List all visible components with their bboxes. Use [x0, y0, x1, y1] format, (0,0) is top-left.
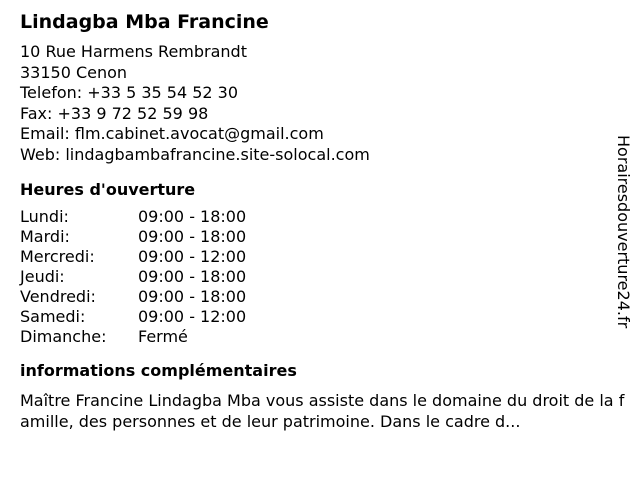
hours-time: Fermé — [138, 327, 188, 346]
hours-title: Heures d'ouverture — [20, 180, 196, 199]
hours-table — [20, 207, 632, 347]
hours-row — [20, 327, 632, 347]
info-title: informations complémentaires — [20, 361, 297, 380]
web-line: Web: lindagbambafrancine.site-solocal.com — [20, 144, 370, 164]
hours-day: Mardi: — [20, 227, 70, 246]
hours-time: 09:00 - 18:00 — [138, 227, 247, 246]
hours-row — [20, 287, 632, 307]
address-street: 10 Rue Harmens Rembrandt — [20, 42, 247, 61]
hours-day: Dimanche: — [20, 327, 107, 346]
hours-row — [20, 207, 632, 227]
info-text: Maître Francine Lindagba Mba vous assiste dans le domaine du droit de la famille, des personnes et de leur patrimoine. Dans le cadre d... — [20, 391, 625, 431]
hours-day: Jeudi: — [20, 267, 65, 286]
hours-day: Samedi: — [20, 307, 86, 326]
hours-time: 09:00 - 18:00 — [138, 207, 247, 226]
hours-row — [20, 307, 632, 327]
site-watermark: Horairesdouverture24.fr — [614, 135, 633, 329]
hours-day: Lundi: — [20, 207, 69, 226]
phone-line: Telefon: +33 5 35 54 52 30 — [20, 83, 239, 102]
address-city: 33150 Cenon — [20, 62, 128, 82]
business-name: Lindagba Mba Francine — [20, 11, 269, 33]
hours-time: 09:00 - 12:00 — [138, 247, 247, 266]
contact-block — [20, 42, 632, 165]
email-line: Email: flm.cabinet.avocat@gmail.com — [20, 124, 324, 143]
hours-time: 09:00 - 12:00 — [138, 307, 247, 326]
hours-row — [20, 247, 632, 267]
business-card — [20, 8, 632, 432]
hours-day: Vendredi: — [20, 287, 96, 306]
hours-time: 09:00 - 18:00 — [138, 267, 247, 286]
hours-day: Mercredi: — [20, 247, 95, 266]
hours-row — [20, 227, 632, 247]
hours-time: 09:00 - 18:00 — [138, 287, 247, 306]
hours-row — [20, 267, 632, 287]
fax-line: Fax: +33 9 72 52 59 98 — [20, 103, 209, 123]
